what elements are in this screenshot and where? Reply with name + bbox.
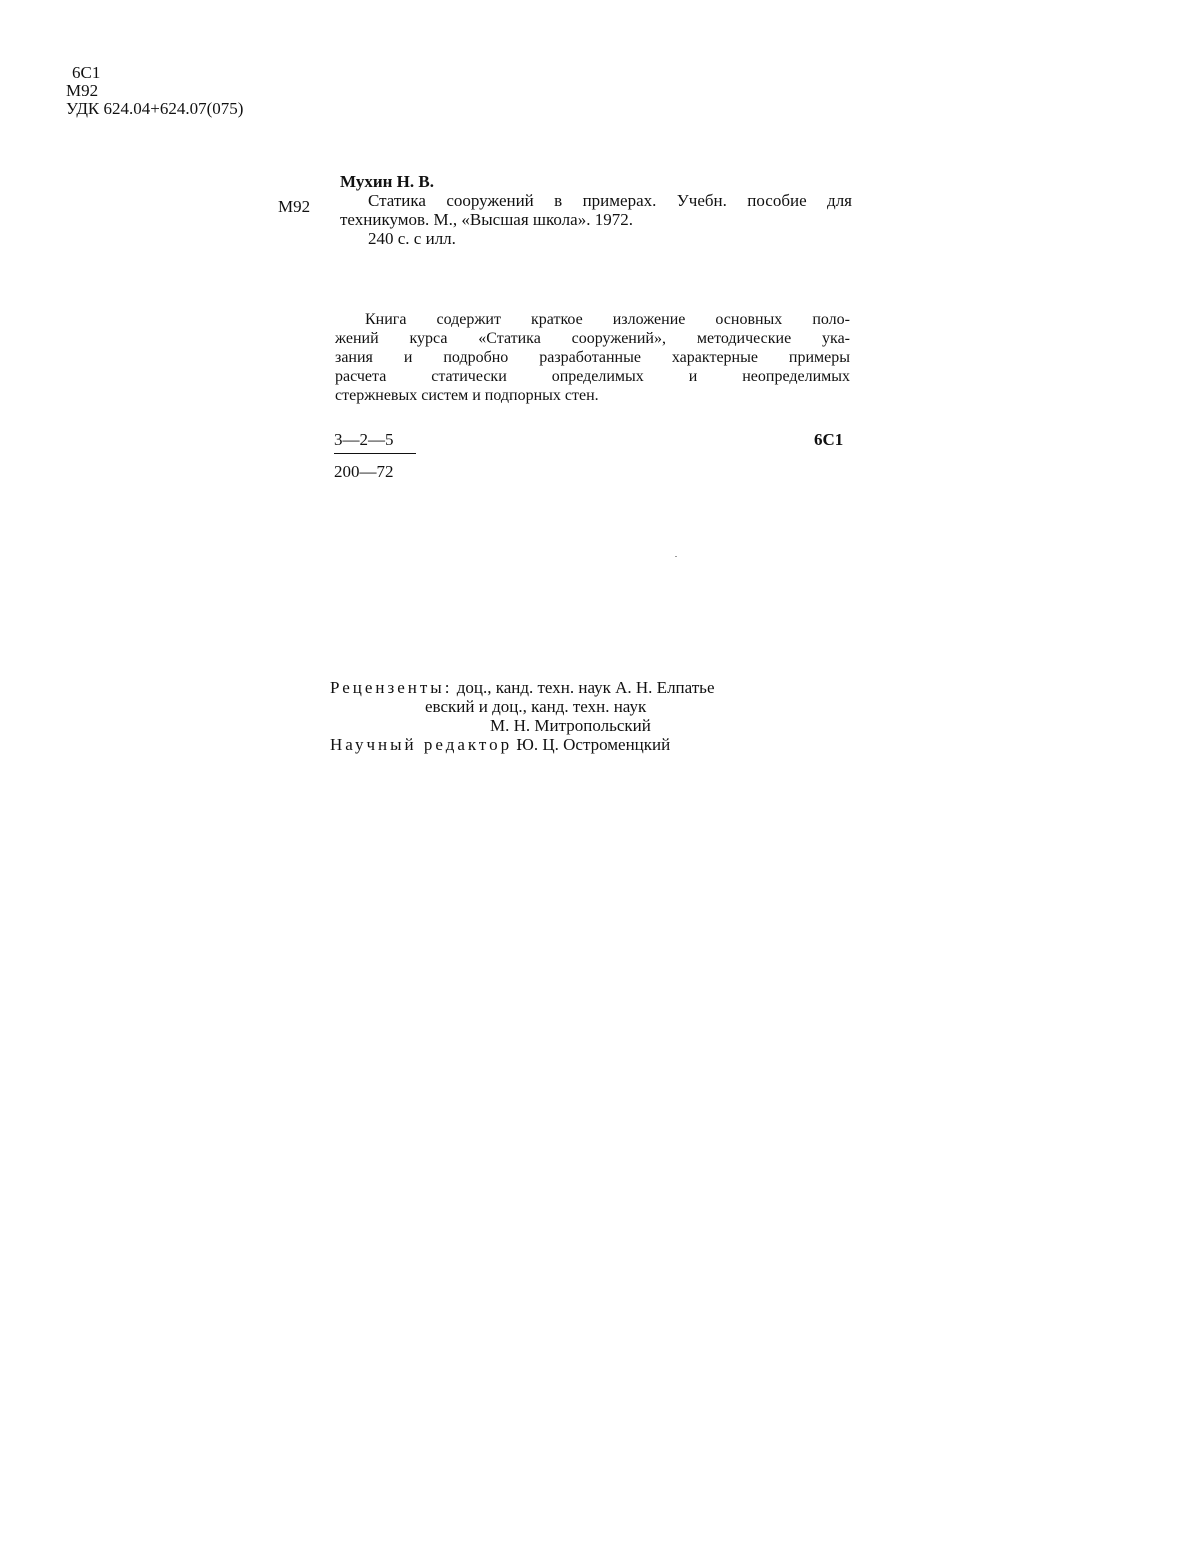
abstract-line: Книга содержит краткое изложение основных поло-	[365, 311, 850, 328]
udk-code: УДК 624.04+624.07(075)	[66, 99, 244, 118]
card-pages: 240 с. с илл.	[368, 229, 456, 248]
card-author: Мухин Н. В.	[340, 172, 434, 191]
index-denominator: 200—72	[334, 462, 394, 481]
reviewers-label: Рецензенты:	[330, 678, 453, 697]
author-mark: М92	[66, 81, 99, 100]
card-title-line-2: техникумов. М., «Высшая школа». 1972.	[340, 210, 633, 229]
reviewers-text-1: доц., канд. техн. наук А. Н. Елпатье	[456, 678, 715, 697]
editor-line	[330, 735, 714, 754]
card-title-line-1: Статика сооружений в примерах. Учебн. пособие для	[368, 191, 852, 210]
editor-label: Научный редактор	[330, 735, 513, 754]
scan-speck	[675, 556, 677, 557]
index-numerator: 3—2—5	[334, 430, 416, 454]
reviewers-line-2: евский и доц., канд. техн. наук	[425, 697, 647, 716]
reviewers-line-3: М. Н. Митропольский	[490, 716, 651, 735]
catalog-card	[340, 172, 852, 248]
catalog-side-mark: М92	[278, 197, 311, 216]
index-right-code: 6С1	[814, 430, 844, 449]
abstract-line: жений курса «Статика сооружений», методические ука-	[335, 330, 850, 347]
credits-block	[330, 678, 714, 754]
reviewers-line-1	[330, 678, 714, 697]
abstract	[335, 310, 850, 405]
abstract-line: стержневых систем и подпорных стен.	[335, 387, 599, 404]
editor-name: Ю. Ц. Остроменцкий	[516, 735, 671, 754]
index-fraction	[334, 430, 416, 482]
classification-block	[66, 64, 243, 118]
abstract-line: расчета статически определимых и неопределимых	[335, 368, 850, 385]
abstract-line: зания и подробно разработанные характерные примеры	[335, 349, 850, 366]
bbk-code: 6С1	[72, 63, 101, 82]
